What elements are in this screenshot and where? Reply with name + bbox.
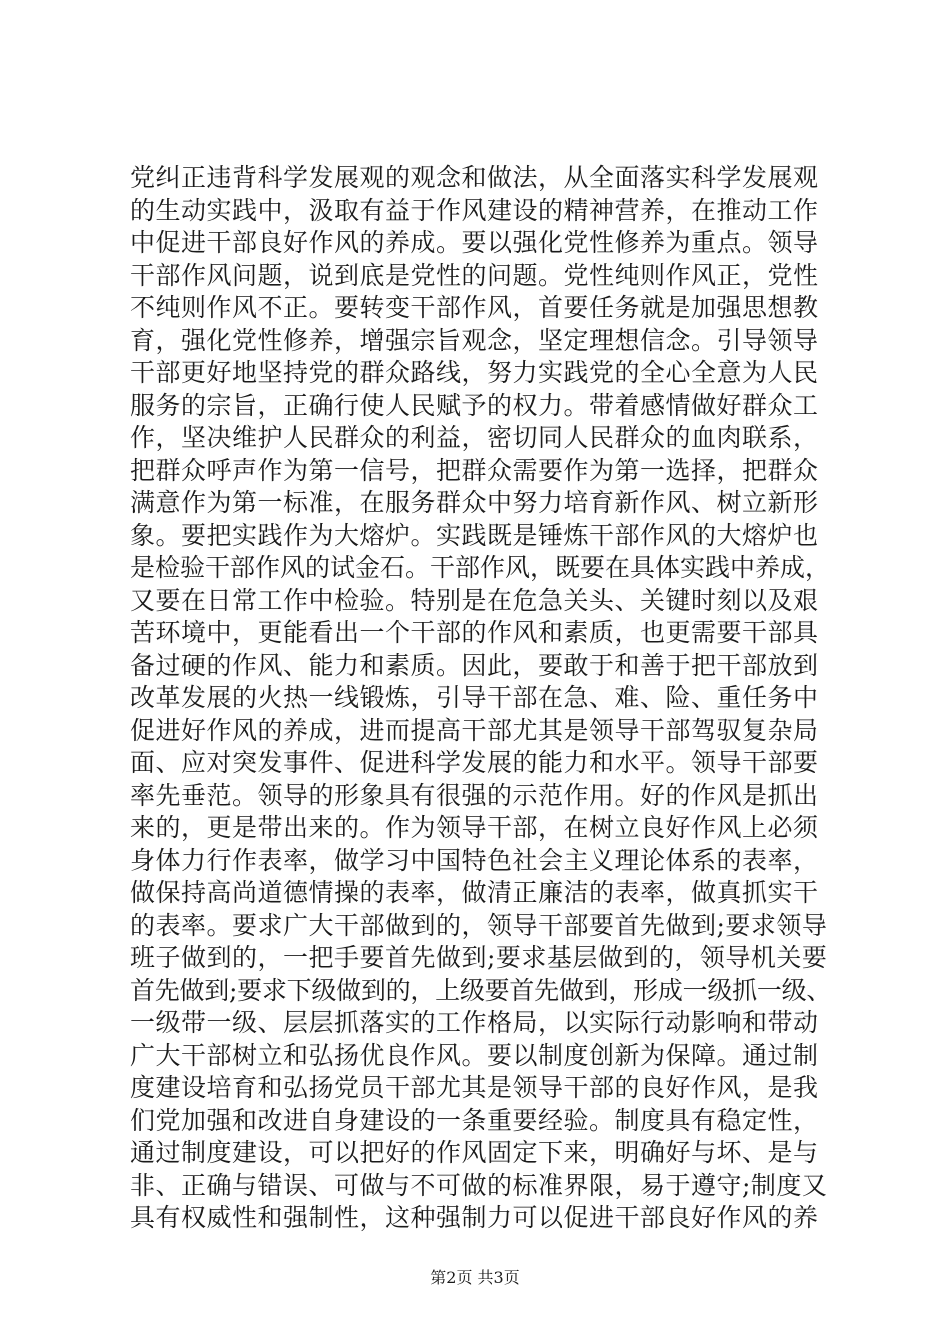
text-line: 班子做到的，一把手要首先做到;要求基层做到的，领导机关要 xyxy=(130,943,828,972)
text-line: 度建设培育和弘扬党员干部尤其是领导干部的良好作风，是我 xyxy=(130,1073,819,1102)
text-line: 具有权威性和强制性，这种强制力可以促进干部良好作风的养 xyxy=(130,1203,819,1232)
text-line: 党纠正违背科学发展观的观念和做法，从全面落实科学发展观 xyxy=(130,163,819,192)
page-footer: 第2页 共3页 xyxy=(430,1268,520,1287)
text-line: 通过制度建设，可以把好的作风固定下来，明确好与坏、是与 xyxy=(130,1138,819,1167)
text-line: 非、正确与错误、可做与不可做的标准界限，易于遵守;制度又 xyxy=(130,1170,828,1200)
text-line: 干部作风问题，说到底是党性的问题。党性纯则作风正，党性 xyxy=(130,260,819,290)
text-line: 作，坚决维护人民群众的利益，密切同人民群众的血肉联系， xyxy=(130,423,819,452)
text-line: 一级带一级、层层抓落实的工作格局，以实际行动影响和带动 xyxy=(130,1008,819,1037)
text-line: 改革发展的火热一线锻炼，引导干部在急、难、险、重任务中 xyxy=(130,683,819,712)
text-line: 服务的宗旨，正确行使人民赋予的权力。带着感情做好群众工 xyxy=(130,390,819,420)
text-line: 身体力行作表率，做学习中国特色社会主义理论体系的表率， xyxy=(130,845,819,875)
text-line: 的表率。要求广大干部做到的，领导干部要首先做到;要求领导 xyxy=(130,910,828,940)
text-line: 是检验干部作风的试金石。干部作风，既要在具体实践中养成， xyxy=(130,553,831,582)
text-line: 首先做到;要求下级做到的，上级要首先做到，形成一级抓一级、 xyxy=(130,975,832,1005)
text-line: 干部更好地坚持党的群众路线，努力实践党的全心全意为人民 xyxy=(130,358,819,387)
text-line: 做保持高尚道德情操的表率，做清正廉洁的表率，做真抓实干 xyxy=(130,878,819,907)
text-line: 育，强化党性修养，增强宗旨观念，坚定理想信念。引导领导 xyxy=(130,325,819,355)
text-line: 面、应对突发事件、促进科学发展的能力和水平。领导干部要 xyxy=(130,748,819,777)
text-line: 满意作为第一标准，在服务群众中努力培育新作风、树立新形 xyxy=(130,488,819,517)
text-line: 象。要把实践作为大熔炉。实践既是锤炼干部作风的大熔炉也 xyxy=(130,520,819,550)
text-line: 把群众呼声作为第一信号，把群众需要作为第一选择，把群众 xyxy=(130,455,819,485)
text-line: 来的，更是带出来的。作为领导干部，在树立良好作风上必须 xyxy=(130,813,819,842)
text-line: 苦环境中，更能看出一个干部的作风和素质，也更需要干部具 xyxy=(130,618,819,647)
text-line: 中促进干部良好作风的养成。要以强化党性修养为重点。领导 xyxy=(130,228,819,257)
text-line: 又要在日常工作中检验。特别是在危急关头、关键时刻以及艰 xyxy=(130,585,819,615)
text-line: 促进好作风的养成，进而提高干部尤其是领导干部驾驭复杂局 xyxy=(130,715,819,745)
body-paragraph xyxy=(130,162,830,1235)
text-line: 备过硬的作风、能力和素质。因此，要敢于和善于把干部放到 xyxy=(130,650,819,680)
text-line: 不纯则作风不正。要转变干部作风，首要任务就是加强思想教 xyxy=(130,293,819,322)
text-line: 率先垂范。领导的形象具有很强的示范作用。好的作风是抓出 xyxy=(130,780,819,810)
text-line: 的生动实践中，汲取有益于作风建设的精神营养，在推动工作 xyxy=(130,195,819,225)
text-line: 们党加强和改进自身建设的一条重要经验。制度具有稳定性， xyxy=(130,1105,819,1135)
text-line: 广大干部树立和弘扬优良作风。要以制度创新为保障。通过制 xyxy=(130,1040,819,1070)
